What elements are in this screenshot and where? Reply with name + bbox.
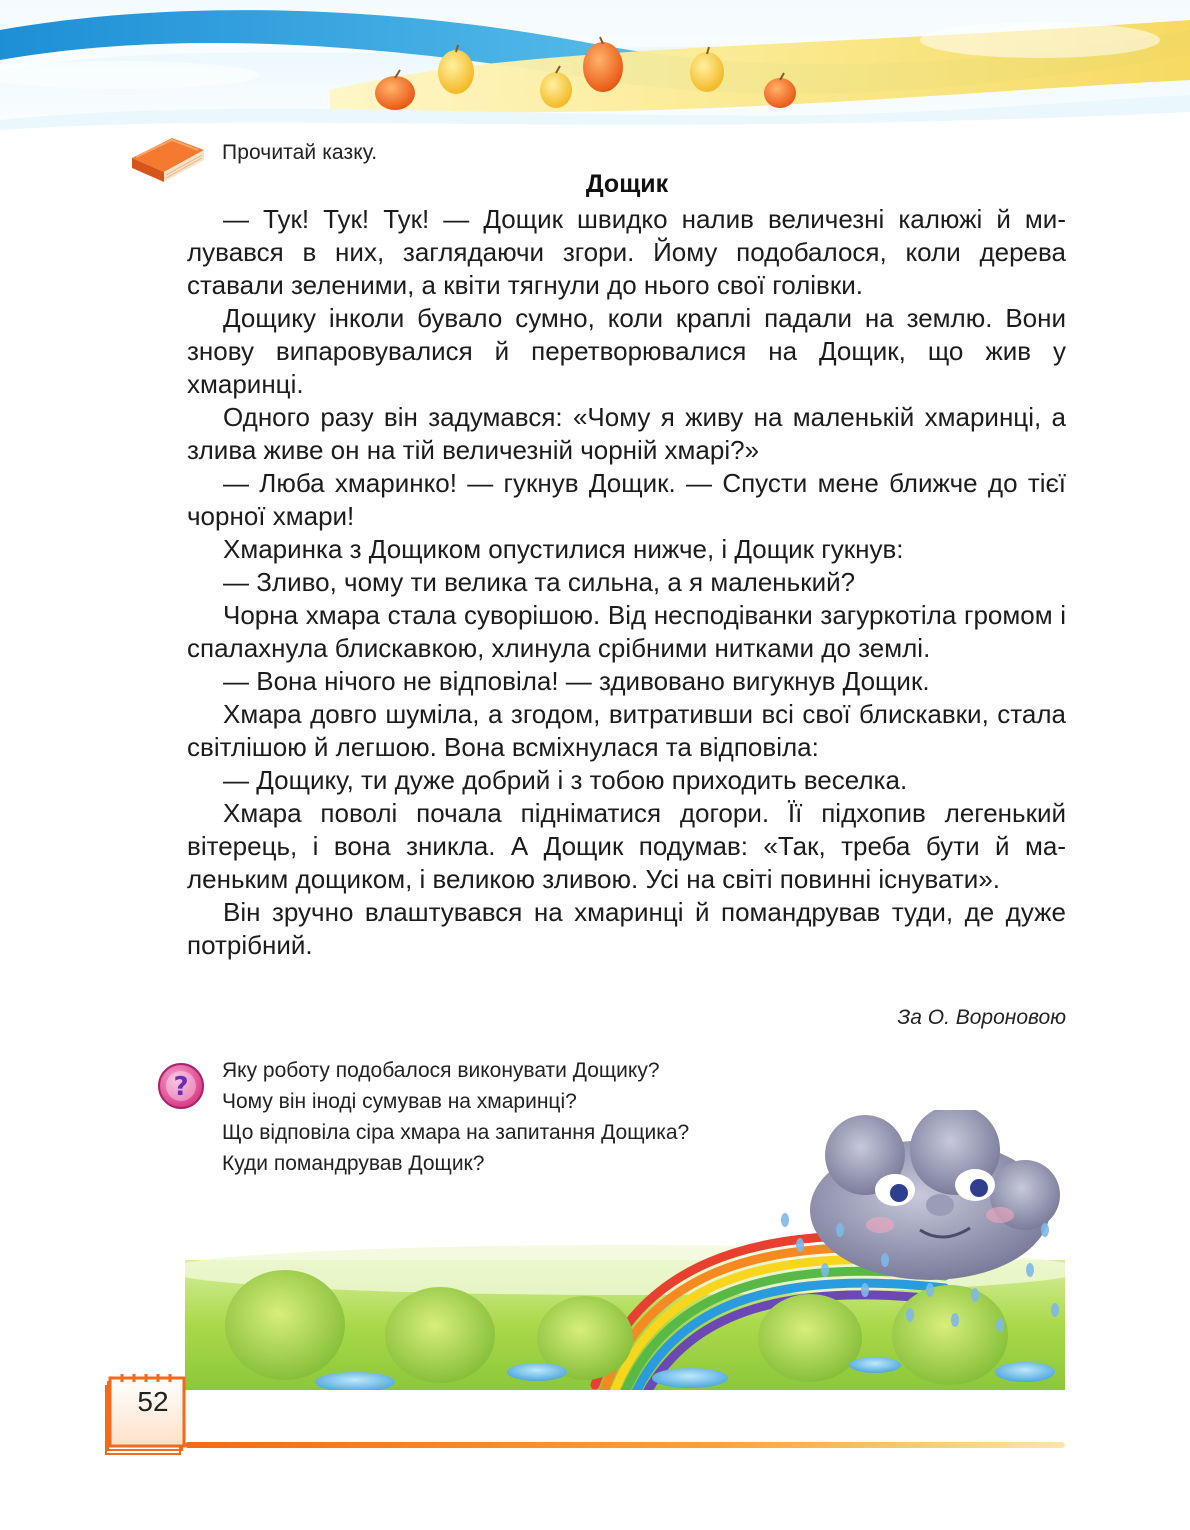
footer-divider	[185, 1442, 1065, 1448]
story-title: Дощик	[585, 170, 669, 198]
story-paragraph: Хмара довго шуміла, а згодом, витративши всі свої блискавки, стала світлішою й легшою. Вона всміхнулася та відповіла:	[187, 699, 1066, 762]
svg-text:?: ?	[173, 1072, 189, 1102]
story-paragraph: Чорна хмара стала суворішою. Від несподіванки загуркотіла громом і спалахнула блискавкою, хлинула срібними нитками до землі.	[187, 600, 1066, 663]
rain-cloud-rainbow-illustration	[185, 1110, 1065, 1390]
question-item: Чому він іноді сумував на хмаринці?	[222, 1090, 577, 1113]
story-text	[187, 203, 1066, 962]
story-paragraph: — Люба хмаринко! — гукнув Дощик. — Спусти мене ближче до тієї чорної хмари!	[187, 468, 1066, 531]
story-paragraph: — Дощику, ти дуже добрий і з тобою приходить веселка.	[223, 765, 908, 795]
story-paragraph: Хмаринка з Дощиком опустилися нижче, і Дощик гукнув:	[223, 534, 904, 564]
story-paragraph: Він зручно влаштувався на хмаринці й помандрував туди, де дуже потрібний.	[187, 897, 1066, 960]
story-paragraph: — Вона нічого не відповіла! — здивовано вигукнув Дощик.	[223, 666, 930, 696]
story-paragraph: Дощику інколи бувало сумно, коли краплі падали на землю. Вони знову випаровувалися й перетворювалися на Дощик, що жив у хмаринці.	[187, 303, 1066, 399]
story-paragraph: Одного разу він задумався: «Чому я живу на маленькій хмаринці, а злива живе он на тій величезній чорній хмарі?»	[187, 402, 1066, 465]
cloud-icon	[810, 1110, 1060, 1280]
question-icon	[157, 1062, 205, 1110]
page-number: 52	[137, 1386, 169, 1417]
story-paragraph: — Тук! Тук! Тук! — Дощик швидко налив величезні калюжі й милувався в них, заглядаючи згори. Йому подобалося, коли дерева ставали зеленими, а квіти тягнули до нього свої голівки.	[187, 204, 1066, 300]
question-item: Що відповіла сіра хмара на запитання Дощика?	[222, 1121, 690, 1144]
question-item: Куди помандрував Дощик?	[222, 1152, 485, 1175]
task-instruction: Прочитай казку.	[222, 141, 378, 164]
story-paragraph: — Зливо, чому ти велика та сильна, а я маленький?	[223, 567, 856, 597]
story-author: За О. Вороновою	[897, 1006, 1066, 1029]
question-item: Яку роботу подобалося виконувати Дощику?	[222, 1059, 660, 1082]
story-paragraph: Хмара поволі почала підніматися догори. Її підхопив легенький вітерець, і вона зникла. А Дощик подумав: «Так, треба бути й маленьким дощиком, і великою зливою. Усі на світі повинні існувати».	[187, 798, 1066, 894]
